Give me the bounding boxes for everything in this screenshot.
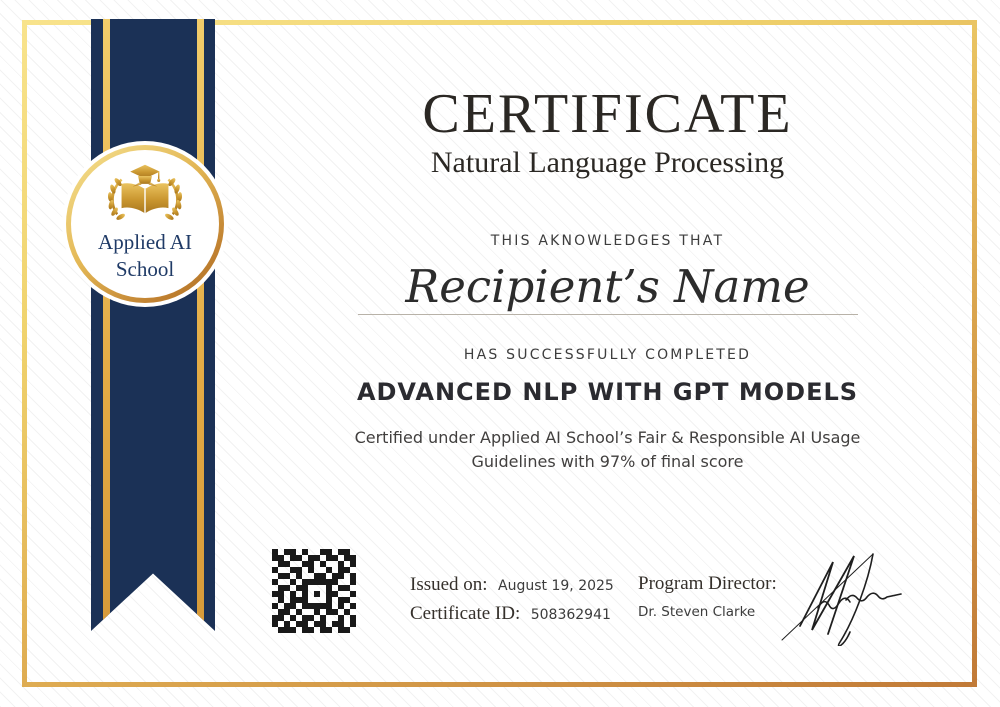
qr-code bbox=[272, 549, 356, 633]
ribbon-gold-stripe-right bbox=[197, 19, 204, 631]
issuance-details bbox=[410, 574, 614, 632]
signature-scribble-icon bbox=[776, 538, 911, 646]
program-director-label: Program Director: bbox=[638, 573, 777, 594]
badge-inner bbox=[71, 150, 219, 298]
acknowledgement-line: THIS AKNOWLEDGES THAT bbox=[490, 233, 725, 249]
laurel-book-graduation-icon bbox=[97, 163, 193, 229]
issued-on-row bbox=[410, 574, 614, 596]
badge-org-line2: School bbox=[115, 257, 175, 281]
badge-org-line1: Applied AI bbox=[98, 230, 192, 254]
ribbon-gold-stripe-left bbox=[103, 19, 110, 631]
description-line2: Guidelines with 97% of final score bbox=[471, 452, 744, 471]
issued-on-label: Issued on: bbox=[410, 574, 488, 595]
certificate-title: CERTIFICATE bbox=[422, 83, 793, 145]
certificate-id-value: 508362941 bbox=[530, 607, 611, 623]
certificate-subtitle: Natural Language Processing bbox=[430, 146, 785, 179]
certificate-id-row bbox=[410, 603, 614, 625]
ribbon-banner bbox=[91, 19, 215, 631]
recipient-name: Recipient’s Name bbox=[405, 260, 810, 313]
completion-line: HAS SUCCESSFULLY COMPLETED bbox=[463, 347, 752, 363]
issued-on-value: August 19, 2025 bbox=[498, 578, 614, 594]
certificate-id-label: Certificate ID: bbox=[410, 603, 521, 624]
course-title: ADVANCED NLP WITH GPT MODELS bbox=[356, 378, 859, 406]
program-director-block bbox=[638, 573, 777, 620]
description-line1: Certified under Applied AI School’s Fair & Responsible AI Usage bbox=[354, 428, 861, 447]
recipient-name-underline bbox=[358, 314, 858, 315]
school-badge bbox=[62, 141, 228, 307]
program-director-name: Dr. Steven Clarke bbox=[638, 604, 756, 620]
